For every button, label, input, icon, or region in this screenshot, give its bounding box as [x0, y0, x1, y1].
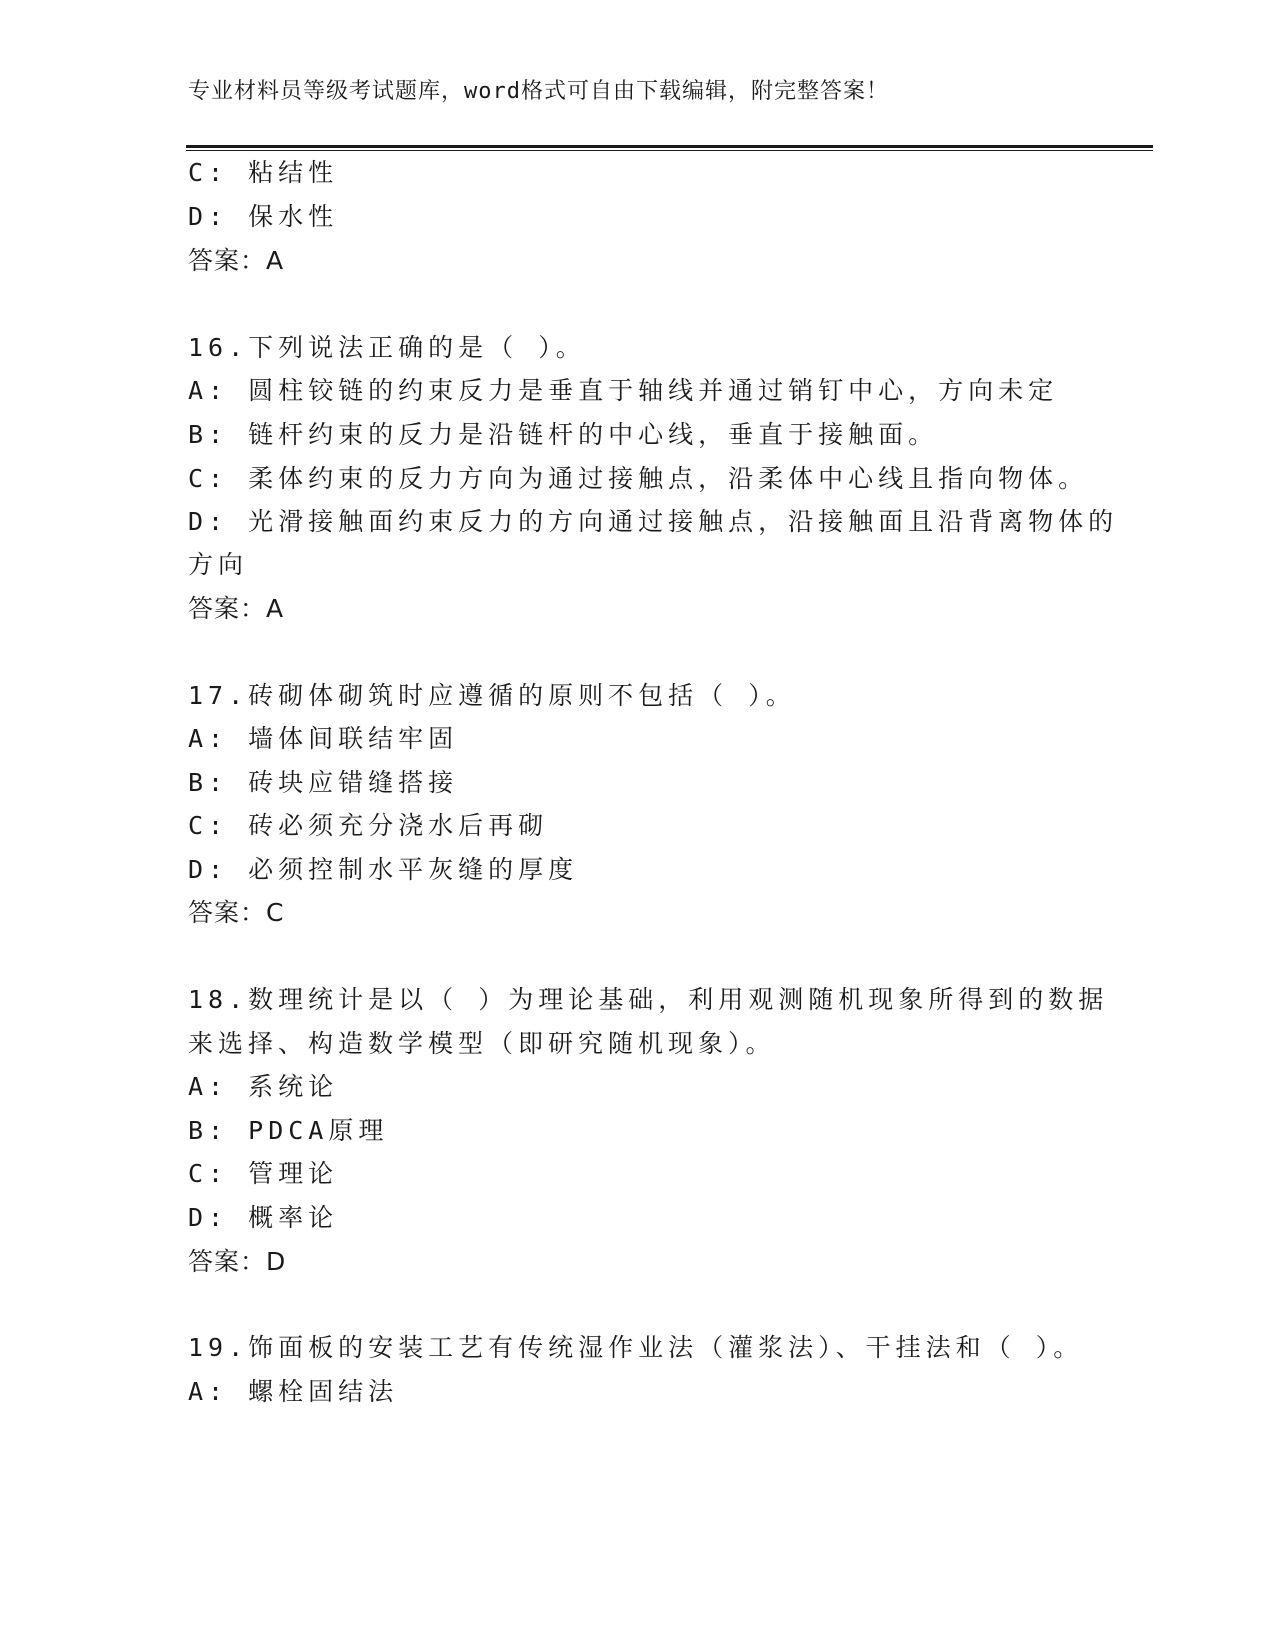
question-18: 18.数理统计是以（ ）为理论基础，利用观测随机现象所得到的数据 [188, 985, 1109, 1014]
answer: 答案：A [188, 246, 285, 275]
option-d: D: 概率论 [188, 1203, 339, 1232]
option-a: A: 圆柱铰链的约束反力是垂直于轴线并通过销钉中心，方向未定 [188, 376, 1059, 405]
option-c: C: 柔体约束的反力方向为通过接触点，沿柔体中心线且指向物体。 [188, 464, 1089, 493]
option-c: C: 砖必须充分浇水后再砌 [188, 811, 549, 840]
option-b: B: 砖块应错缝搭接 [188, 768, 459, 797]
option-c: C: 管理论 [188, 1159, 339, 1188]
option-d: D: 必须控制水平灰缝的厚度 [188, 855, 579, 884]
option-d: D: 保水性 [188, 202, 339, 231]
option-a: A: 系统论 [188, 1072, 339, 1101]
option-b: B: 链杆约束的反力是沿链杆的中心线，垂直于接触面。 [188, 420, 939, 449]
option-a: A: 墙体间联结牢固 [188, 724, 459, 753]
answer: 答案：C [188, 898, 285, 927]
option-b: B: PDCA原理 [188, 1116, 389, 1145]
option-a: A: 螺栓固结法 [188, 1377, 399, 1406]
header-rule-thick [186, 145, 1153, 148]
question-18-continued: 来选择、构造数学模型（即研究随机现象）。 [188, 1029, 776, 1058]
answer: 答案：D [188, 1247, 287, 1276]
question-19: 19.饰面板的安装工艺有传统湿作业法（灌浆法）、干挂法和（ ）。 [188, 1333, 1084, 1362]
option-d: D: 光滑接触面约束反力的方向通过接触点，沿接触面且沿背离物体的 [188, 507, 1119, 536]
option-c: C: 粘结性 [188, 158, 339, 187]
question-17: 17.砖砌体砌筑时应遵循的原则不包括（ ）。 [188, 681, 796, 710]
option-d-continued: 方向 [188, 550, 249, 579]
answer: 答案：A [188, 594, 285, 623]
question-16: 16.下列说法正确的是（ ）。 [188, 333, 586, 362]
page-header: 专业材料员等级考试题库，word格式可自由下载编辑，附完整答案！ [188, 79, 889, 104]
header-rule-thin [186, 150, 1153, 151]
